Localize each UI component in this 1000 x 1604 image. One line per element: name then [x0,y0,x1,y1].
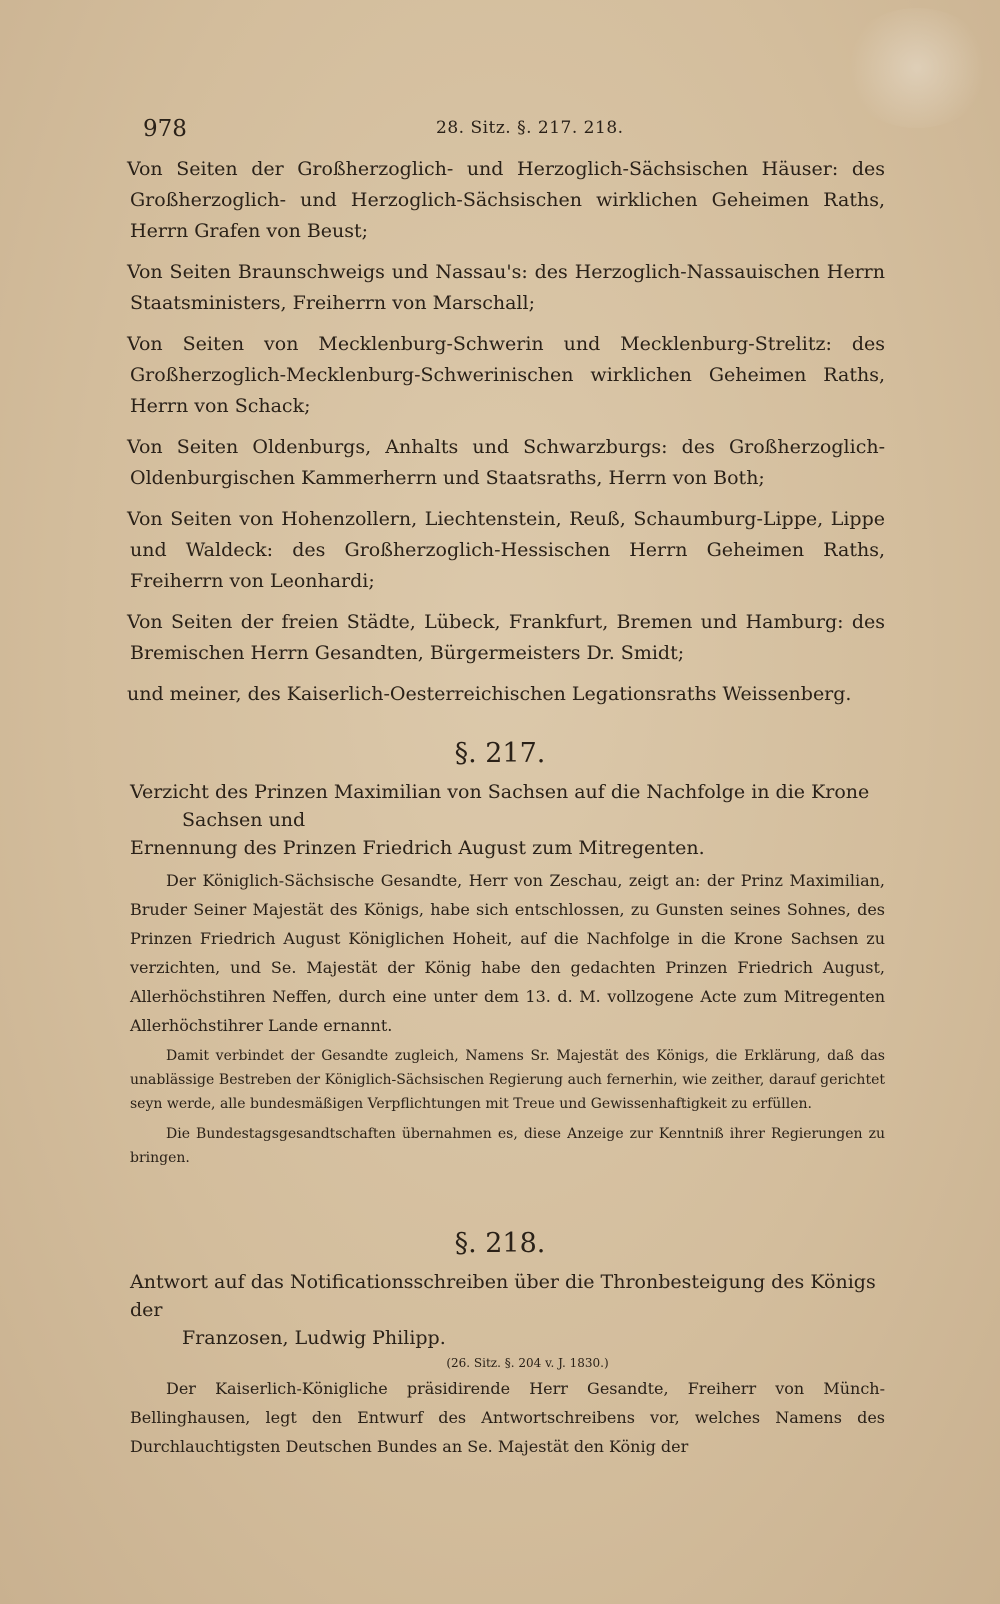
section-217-heading: §. 217. [454,738,546,769]
section-218-paragraph-1: Der Kaiserlich-Königliche präsidirende Herr Gesandte, Freiherr von Münch-Bellinghausen, legt den Entwurf des Antwortschreibens vor, welches Namens des Durchlauchtigsten Deutschen Bundes an Se. Majestät den König der [130,1379,885,1456]
section-217-paragraph-1: Der Königlich-Sächsische Gesandte, Herr von Zeschau, zeigt an: der Prinz Maximilian, Bruder Seiner Majestät des Königs, habe sich entschlossen, zu Gunsten seines Sohnes, des Prinzen Friedrich August Königlichen Hoheit, auf die Nachfolge in die Krone Sachsen zu verzichten, und Se. Majestät der König habe den gedachten Prinzen Friedrich August, Allerhöchstihren Neffen, durch eine unter dem 13. d. M. vollzogene Acte zum Mitregenten Allerhöchstihrer Lande ernannt. [130,871,885,1035]
section-217-body [130,778,885,1170]
delegate-entry: Von Seiten von Mecklenburg-Schwerin und Mecklenburg-Strelitz: des Großherzoglich-Mecklenburg-Schwerinischen wirklichen Geheimen Raths, Herrn von Schack; [127,333,885,417]
delegate-entry: Von Seiten Braunschweigs und Nassau's: des Herzoglich-Nassauischen Herrn Staatsministers, Freiherrn von Marschall; [127,261,885,314]
section-218-reference: (26. Sitz. §. 204 v. J. 1830.) [446,1356,609,1370]
section-217-paragraph-2: Damit verbindet der Gesandte zugleich, Namens Sr. Majestät des Königs, die Erklärung, daß das unablässige Bestreben der Königlich-Sächsischen Regierung auch fernerhin, wie zeither, darauf gerichtet seyn werde, alle bundesmäßigen Verpflichtungen mit Treue und Gewissenhaftigkeit zu erfüllen. [130,1048,885,1112]
paper-stain [842,8,992,128]
running-title: 28. Sitz. §. 217. 218. [436,118,624,138]
delegate-entry: Von Seiten Oldenburgs, Anhalts und Schwarzburgs: des Großherzoglich-Oldenburgischen Kammerherrn und Staatsraths, Herrn von Both; [127,436,885,489]
section-217-title [130,778,885,862]
delegate-entry: und meiner, des Kaiserlich-Oesterreichischen Legationsraths Weissenberg. [127,683,852,705]
page-number: 978 [143,116,187,142]
section-218-body [130,1268,885,1461]
section-217-title-line1: Verzicht des Prinzen Maximilian von Sachsen auf die Nachfolge in die Krone [130,781,870,803]
section-218-title [130,1268,885,1352]
delegate-entry: Von Seiten der Großherzoglich- und Herzoglich-Sächsischen Häuser: des Großherzoglich- und Herzoglich-Sächsischen wirklichen Geheimen Raths, Herrn Grafen von Beust; [127,158,885,242]
delegate-entry: Von Seiten der freien Städte, Lübeck, Frankfurt, Bremen und Hamburg: des Bremischen Herrn Gesandten, Bürgermeisters Dr. Smidt; [127,611,885,664]
section-218-title-line1: Antwort auf das Notificationsschreiben über die Thronbesteigung des Königs der [130,1271,876,1321]
section-217-title-line2: Sachsen und [182,809,306,831]
section-217-title-line3: Ernennung des Prinzen Friedrich August zum Mitregenten. [130,837,705,859]
section-218-heading: §. 218. [454,1228,546,1259]
delegates-list [127,154,885,720]
delegate-entry: Von Seiten von Hohenzollern, Liechtenstein, Reuß, Schaumburg-Lippe, Lippe und Waldeck: des Großherzoglich-Hessischen Herrn Geheimen Raths, Freiherrn von Leonhardi; [127,508,885,592]
section-217-paragraph-3: Die Bundestagsgesandtschaften übernahmen es, diese Anzeige zur Kenntniß ihrer Regierungen zu bringen. [130,1126,885,1166]
section-218-title-line2: Franzosen, Ludwig Philipp. [182,1327,446,1349]
page-header [0,116,1000,146]
